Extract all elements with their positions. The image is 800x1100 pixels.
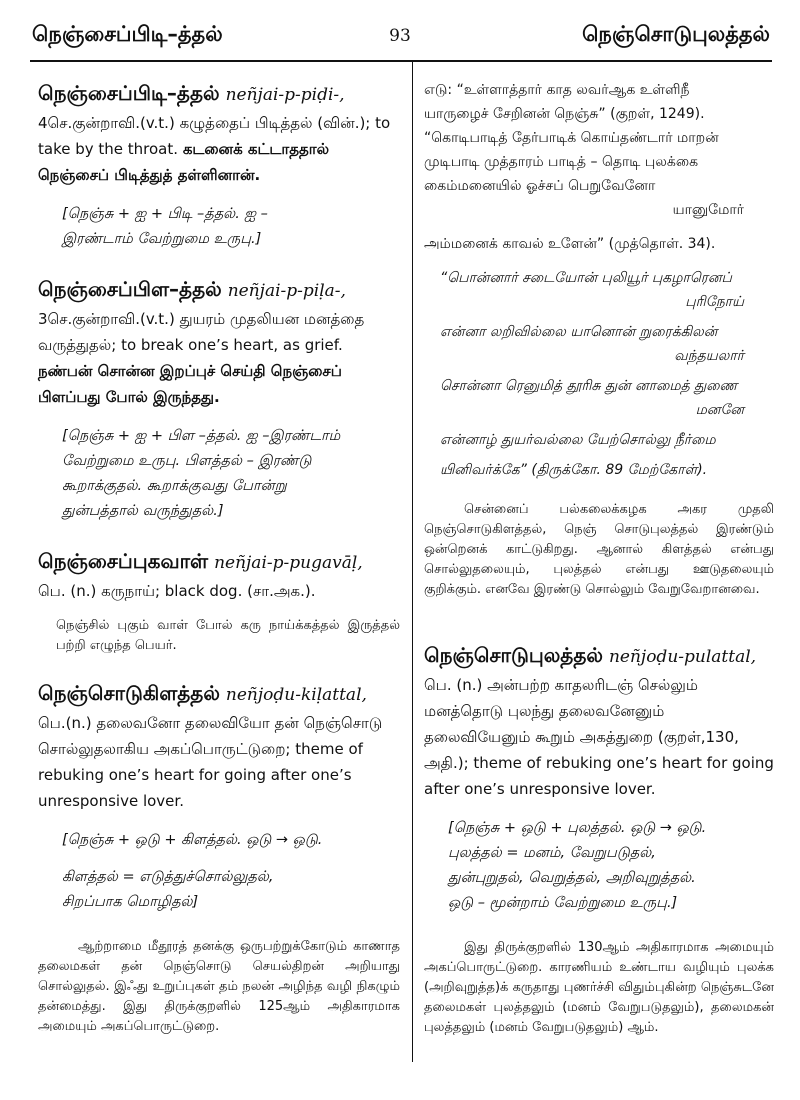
entry-transliteration: neñjai-p-piḍi-, [225, 85, 345, 105]
entry-note: இது திருக்குறளில் 130ஆம் அதிகாரமாக அமையும் அகப்பொருட்டுறை. காரணியம் உண்டாய வழியும் புலக்க (அறிவுறுத்த)க் கருதாது புணர்ச்சி விதும்புகின்ற நெஞ்சுடனே தலைமகள் புலத்தலும் (மனம் வேறுபடுதலும்), தலைமகன் புலத்தலும் (மனம் வேறுபடுதலும்) ஆம். [424, 940, 774, 1035]
quote-line: கைம்மனையில் ஓச்சப் பெறுவேனோ [424, 178, 656, 194]
etymology-line: [நெஞ்சு + ஒடு + புலத்தல். ஒடு → ஒடு. [448, 820, 707, 836]
entry-definition: பெ. (n.) அன்பற்ற காதலரிடஞ் செல்லும் மனத்தொடு புலந்து தலைவனேனும் தலைவியேனும் கூறும் அகத்துறை (குறள்,130, அதி.); theme of rebuking one’s heart for going after one’s unresponsive lover. [424, 676, 774, 798]
entry-definition: பெ. (n.) கருநாய்; black dog. (சா.அக.). [38, 582, 316, 600]
citation-quote [424, 78, 774, 256]
entry-definition: பெ.(n.) தலைவனோ தலைவியோ தன் நெஞ்சொடு சொல்லுதலாகிய அகப்பொருட்டுறை; theme of rebuking one’s heart for going after one’s unresponsive lover. [38, 714, 383, 810]
page-header [0, 0, 800, 62]
etymology-line: இரண்டாம் வேற்றுமை உருபு.] [62, 231, 262, 247]
quote-line: முடிபாடி முத்தாரம் பாடித் – தொடி புலக்கை [424, 154, 699, 170]
entry-transliteration: neñjai-p-piḷa-, [227, 281, 346, 301]
poem-line: புரிநோய் [685, 294, 744, 310]
poem-line: யினிவர்க்கே” (திருக்கோ. 89 மேற்கோள்). [440, 462, 708, 478]
entry-definition: 3செ.குன்றாவி.(v.t.) துயரம் முதலியன மனத்தை வருத்துதல்; to break one’s heart, as grief. [38, 310, 365, 354]
entry-nenjodupulattal [424, 640, 774, 1038]
entry-nenjaippidi [38, 78, 400, 252]
entry-nenjaippugavaal [38, 546, 400, 656]
entry-headword: நெஞ்சைப்பிள–த்தல் [38, 277, 222, 301]
entry-example: கடனைக் கட்டாததால் நெஞ்சைப் பிடித்துத் தள்ளினான். [38, 140, 330, 184]
etymology-line: [நெஞ்சு + ஐ + பிடி –த்தல். ஐ – [62, 206, 268, 222]
column-divider [412, 62, 413, 1062]
entry-transliteration: neñjoḍu-kiḷattal, [225, 685, 367, 705]
poem-line: மனனே [695, 402, 744, 418]
poem-line: வந்தயலார் [674, 348, 744, 364]
entry-etymology [62, 828, 400, 915]
header-left-guide-word: நெஞ்சைப்பிடி–த்தல் [32, 22, 223, 46]
poem-line: என்னா லறிவில்லை யானொன் றுரைக்கிலன் [440, 324, 718, 340]
left-column [38, 78, 400, 1059]
quote-line: எடு: “உள்ளாத்தார் காத லவர்ஆக உள்ளிநீ [424, 82, 690, 98]
etymology-line: புலத்தல் = மனம், வேறுபடுதல், [448, 845, 656, 861]
etymology-line: சிறப்பாக மொழிதல்] [62, 894, 199, 910]
entry-transliteration: neñjai-p-pugavāḷ, [214, 553, 363, 573]
etymology-line: கூறாக்குதல். கூறாக்குவது போன்று [62, 478, 287, 494]
quote-line: யாருழைச் சேறினன் நெஞ்சு” (குறள், 1249). [424, 106, 705, 122]
entry-note: நெஞ்சில் புகும் வாள் போல் கரு நாய்க்கத்தல் இருத்தல் பற்றி எழுந்த பெயர். [56, 618, 400, 653]
entry-definition: 4செ.குன்றாவி.(v.t.) கழுத்தைப் பிடித்தல் (வின்.); to take by the throat. [38, 114, 391, 158]
etymology-line: [நெஞ்சு + ஒடு + கிளத்தல். ஒடு → ஒடு. [62, 832, 323, 848]
entry-example: நண்பன் சொன்ன இறப்புச் செய்தி நெஞ்சைப் பிளப்பது போல் இருந்தது. [38, 362, 342, 406]
right-column [424, 78, 774, 1060]
page-number: 93 [389, 26, 411, 46]
poem-line: சொன்னா ரெனுமித் தூரிசு துன் னாமைத் துணை [440, 378, 738, 394]
entry-nenjaippila [38, 274, 400, 524]
entry-transliteration: neñjoḍu-pulattal, [608, 647, 757, 667]
quote-line: “கொடிபாடித் தேர்பாடிக் கொய்தண்டார் மாறன் [424, 130, 719, 146]
entry-etymology [62, 424, 400, 524]
entry-headword: நெஞ்சைப்பிடி–த்தல் [38, 81, 220, 105]
header-rule [30, 60, 772, 62]
quote-line: அம்மனைக் காவல் உளேன்” (முத்தொள். 34). [424, 236, 716, 252]
etymology-line: துன்புறுதல், வெறுத்தல், அறிவுறுத்தல். [448, 870, 696, 886]
etymology-line: துன்பத்தால் வருந்துதல்.] [62, 503, 224, 519]
citation-poem [440, 266, 774, 482]
quote-line: யானுமோர் [672, 202, 744, 218]
header-right-guide-word: நெஞ்சொடுபுலத்தல் [582, 22, 770, 46]
entry-nenjodukilattal [38, 678, 400, 1037]
usage-note: சென்னைப் பல்கலைக்கழக அகர முதலி நெஞ்சொடுகிளத்தல், நெஞ் சொடுபுலத்தல் இரண்டும் ஒன்றெனக் காட்டுகிறது. ஆனால் கிளத்தல் என்பது சொல்லுதலையும், புலத்தல் என்பது ஊடுதலையும் குறிக்கும். எனவே இரண்டு சொல்லும் வேறுவேறானவை. [424, 502, 774, 597]
etymology-line: ஒடு – மூன்றாம் வேற்றுமை உருபு.] [448, 895, 678, 911]
entry-note: ஆற்றாமை மீதூரத் தனக்கு ஒருபற்றுக்கோடும் காணாத தலைமகள் தன் நெஞ்சொடு செயல்திறன் அறியாது சொல்லுதல். இஃது உறுப்புகள் தம் நலன் அழிந்த வழி நிகழும் தன்மைத்து. இது திருக்குறளில் 125ஆம் அதிகாரமாக அமையும் அகப்பொருட்டுறை. [38, 939, 400, 1034]
etymology-line: வேற்றுமை உருபு. பிளத்தல் – இரண்டு [62, 453, 312, 469]
entry-headword: நெஞ்சொடுகிளத்தல் [38, 681, 220, 705]
entry-etymology [448, 816, 774, 916]
etymology-line: [நெஞ்சு + ஐ + பிள –த்தல். ஐ –இரண்டாம் [62, 428, 341, 444]
poem-line: என்னாழ் துயர்வல்லை யேற்சொல்லு நீர்மை [440, 432, 716, 448]
etymology-line: கிளத்தல் = எடுத்துச்சொல்லுதல், [62, 869, 274, 885]
entry-headword: நெஞ்சைப்புகவாள் [38, 549, 209, 573]
entry-etymology [62, 202, 400, 252]
entry-headword: நெஞ்சொடுபுலத்தல் [424, 643, 603, 667]
poem-line: “பொன்னார் சடையோன் புலியூர் புகழாரெனப் [440, 270, 732, 286]
